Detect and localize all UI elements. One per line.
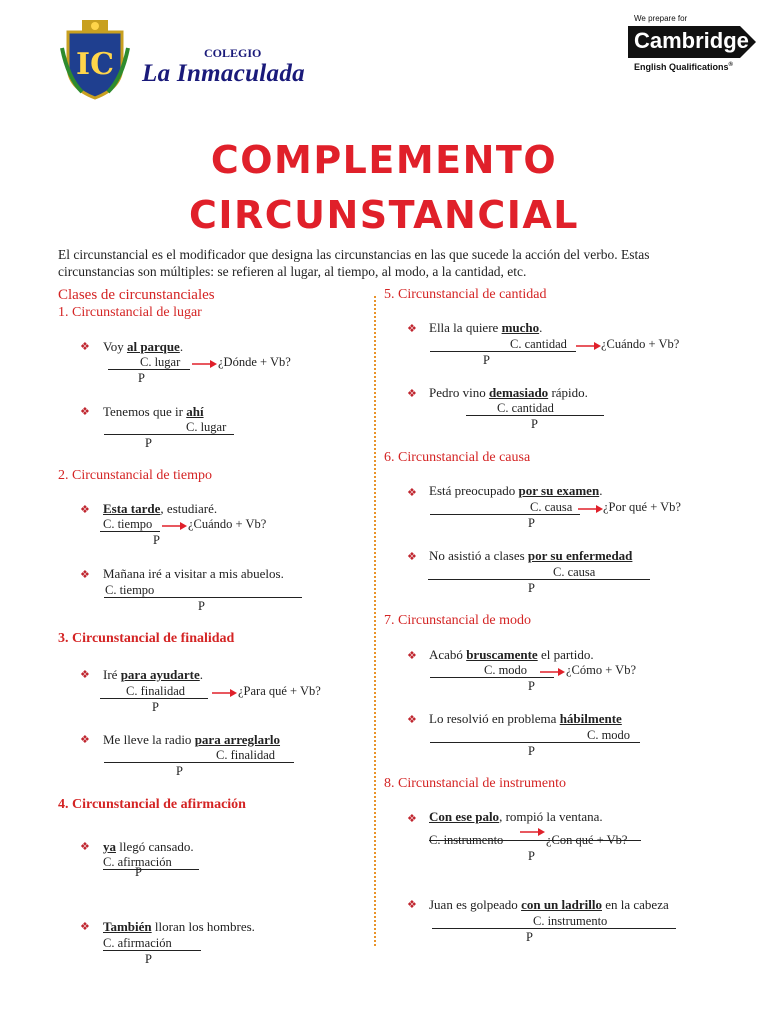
underline — [103, 950, 201, 951]
annotation-causa-1: C. causa — [530, 500, 573, 514]
underline — [430, 742, 640, 743]
underline — [430, 351, 576, 352]
question-finalidad-1: ¿Para qué + Vb? — [238, 684, 321, 698]
bullet-icon: ❖ — [407, 650, 417, 662]
predicate-label: P — [138, 371, 145, 385]
underline — [430, 514, 580, 515]
question-lugar-1: ¿Dónde + Vb? — [218, 355, 291, 369]
bullet-icon: ❖ — [407, 813, 417, 825]
predicate-label: P — [153, 533, 160, 547]
example-instrumento-2: Juan es golpeado con un ladrillo en la cabeza — [429, 897, 669, 912]
example-finalidad-1: Iré para ayudarte. — [103, 667, 204, 682]
bullet-icon: ❖ — [80, 669, 90, 681]
bullet-icon: ❖ — [80, 504, 90, 516]
annotation-afirmacion-1: C. afirmación — [103, 855, 172, 869]
cambridge-tagline: We prepare for — [634, 14, 688, 23]
clases-heading: Clases de circunstanciales — [58, 287, 215, 303]
question-instrumento-1: ¿Con qué + Vb? — [546, 833, 628, 847]
predicate-label: P — [528, 744, 535, 758]
underline — [104, 434, 234, 435]
section-cantidad: 5. Circunstancial de cantidad — [384, 287, 547, 302]
section-modo: 7. Circunstancial de modo — [384, 613, 531, 628]
section-tiempo: 2. Circunstancial de tiempo — [58, 468, 212, 483]
annotation-instrumento-1: C. instrumento — [429, 833, 504, 847]
predicate-label: P — [528, 849, 535, 863]
example-lugar-1: Voy al parque. — [103, 339, 184, 354]
bullet-icon: ❖ — [80, 569, 90, 581]
annotation-lugar-2: C. lugar — [186, 420, 227, 434]
arrow-icon — [212, 688, 238, 698]
predicate-label: P — [483, 353, 490, 367]
example-modo-1: Acabó bruscamente el partido. — [429, 647, 594, 662]
example-lugar-2: Tenemos que ir ahí — [103, 404, 204, 419]
svg-text:IC: IC — [76, 47, 114, 82]
arrow-icon — [192, 359, 218, 369]
section-instrumento: 8. Circunstancial de instrumento — [384, 776, 566, 791]
question-causa-1: ¿Por qué + Vb? — [603, 500, 681, 514]
underline — [428, 579, 650, 580]
section-causa: 6. Circunstancial de causa — [384, 450, 531, 465]
section-finalidad: 3. Circunstancial de finalidad — [58, 631, 235, 646]
example-cantidad-2: Pedro vino demasiado rápido. — [429, 385, 588, 400]
annotation-tiempo-1: C. tiempo — [103, 517, 153, 531]
predicate-label: P — [145, 952, 152, 966]
annotation-modo-1: C. modo — [484, 663, 528, 677]
predicate-label: P — [528, 679, 535, 693]
example-afirmacion-1: ya llegó cansado. — [103, 839, 194, 854]
bullet-icon: ❖ — [407, 323, 417, 335]
predicate-label: P — [135, 865, 142, 879]
underline — [100, 698, 208, 699]
intro-paragraph: El circunstancial es el modificador que designa las circunstancias en las que sucede la acción del verbo. Estas circunstancias son múltiples: se refieren al lugar, al tiempo, al modo, a la cantidad, etc. — [58, 247, 650, 279]
example-modo-2: Lo resolvió en problema hábilmente — [429, 711, 622, 726]
cambridge-name: Cambridge — [634, 28, 749, 53]
bullet-icon: ❖ — [407, 388, 417, 400]
annotation-modo-2: C. modo — [587, 728, 631, 742]
example-tiempo-2: Mañana iré a visitar a mis abuelos. — [103, 566, 284, 581]
page-title-line1: COMPLEMENTO — [210, 138, 558, 182]
column-divider — [374, 296, 376, 946]
annotation-lugar-1: C. lugar — [140, 355, 181, 369]
example-causa-2: No asistió a clases por su enfermedad — [429, 548, 633, 563]
underline — [104, 597, 302, 598]
predicate-label: P — [198, 599, 205, 613]
bullet-icon: ❖ — [407, 487, 417, 499]
cambridge-subtitle: English Qualifications® — [634, 62, 733, 72]
underline — [104, 762, 294, 763]
underline — [432, 928, 676, 929]
annotation-finalidad-1: C. finalidad — [126, 684, 186, 698]
bullet-icon: ❖ — [80, 734, 90, 746]
section-lugar: 1. Circunstancial de lugar — [58, 305, 202, 320]
annotation-causa-2: C. causa — [553, 565, 596, 579]
annotation-afirmacion-2: C. afirmación — [103, 936, 172, 950]
school-label: COLEGIO — [204, 46, 262, 60]
question-cantidad-1: ¿Cuándo + Vb? — [601, 337, 680, 351]
question-tiempo-1: ¿Cuándo + Vb? — [188, 517, 267, 531]
bullet-icon: ❖ — [80, 841, 90, 853]
underline — [430, 677, 554, 678]
arrow-icon — [520, 827, 546, 837]
bullet-icon: ❖ — [80, 341, 90, 353]
example-tiempo-1: Esta tarde, estudiaré. — [103, 501, 218, 516]
page-title-line2: CIRCUNSTANCIAL — [188, 193, 580, 237]
bullet-icon: ❖ — [407, 714, 417, 726]
example-causa-1: Está preocupado por su examen. — [429, 483, 603, 498]
arrow-icon — [578, 504, 604, 514]
predicate-label: P — [531, 417, 538, 431]
example-finalidad-2: Me lleve la radio para arreglarlo — [103, 732, 281, 747]
example-afirmacion-2: También lloran los hombres. — [103, 919, 255, 934]
predicate-label: P — [176, 764, 183, 778]
bullet-icon: ❖ — [407, 551, 417, 563]
example-cantidad-1: Ella la quiere mucho. — [429, 320, 543, 335]
underline — [100, 531, 160, 532]
annotation-cantidad-1: C. cantidad — [510, 337, 567, 351]
predicate-label: P — [145, 436, 152, 450]
annotation-tiempo-2: C. tiempo — [105, 583, 155, 597]
arrow-icon — [162, 521, 188, 531]
predicate-label: P — [528, 516, 535, 530]
bullet-icon: ❖ — [80, 406, 90, 418]
school-name: La Inmaculada — [142, 60, 305, 87]
annotation-cantidad-2: C. cantidad — [497, 401, 554, 415]
predicate-label: P — [152, 700, 159, 714]
underline — [103, 869, 199, 870]
arrow-icon — [576, 341, 602, 351]
arrow-icon — [540, 667, 566, 677]
bullet-icon: ❖ — [407, 899, 417, 911]
section-afirmacion: 4. Circunstancial de afirmación — [58, 797, 246, 812]
cambridge-logo — [628, 26, 756, 58]
predicate-label: P — [528, 581, 535, 595]
underline — [466, 415, 604, 416]
bullet-icon: ❖ — [80, 921, 90, 933]
underline — [108, 369, 190, 370]
example-instrumento-1: Con ese palo, rompió la ventana. — [429, 809, 603, 824]
question-modo-1: ¿Cómo + Vb? — [566, 663, 637, 677]
school-crest-logo — [60, 18, 130, 100]
predicate-label: P — [526, 930, 533, 944]
annotation-finalidad-2: C. finalidad — [216, 748, 276, 762]
annotation-instrumento-2: C. instrumento — [533, 914, 608, 928]
